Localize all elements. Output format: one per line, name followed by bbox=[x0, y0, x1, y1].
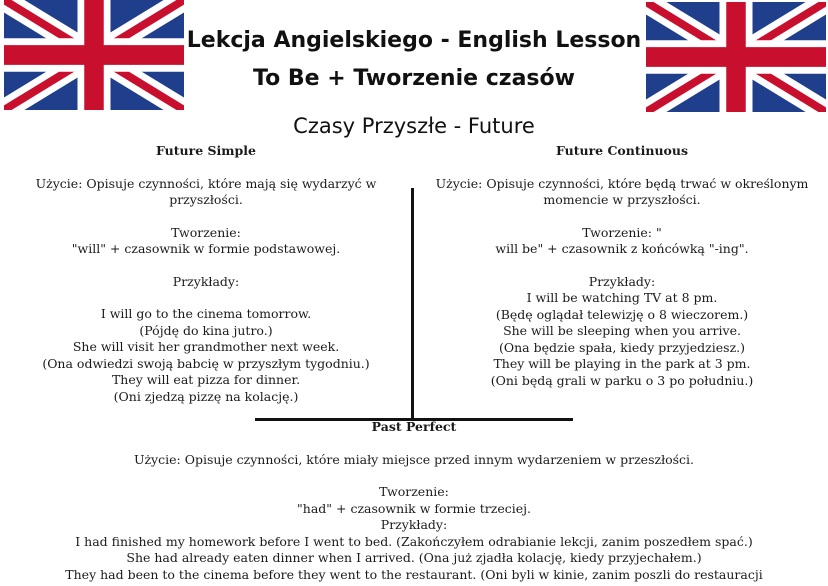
lesson-title: Lekcja Angielskiego - English Lesson bbox=[186, 28, 642, 53]
usage-line: momencie w przyszłości. bbox=[543, 192, 701, 207]
example-line: They will eat pizza for dinner. bbox=[111, 372, 301, 387]
formation-text: "will" + czasownik w formie podstawowej. bbox=[71, 241, 341, 256]
past-perfect-heading: Past Perfect bbox=[371, 419, 457, 434]
column-divider bbox=[411, 188, 414, 420]
example-line: (Będę oglądał telewizję o 8 wieczorem.) bbox=[495, 306, 749, 322]
usage-line: Użycie: Opisuje czynności, które mają się wydarzyć w bbox=[35, 175, 377, 191]
uk-flag-left bbox=[4, 0, 184, 110]
usage-line: Użycie: Opisuje czynności, które będą trwać w określonym bbox=[435, 175, 809, 191]
formation-label: Tworzenie: " bbox=[582, 224, 662, 240]
examples-label: Przykłady: bbox=[380, 517, 448, 532]
example-line: (Ona odwiedzi swoją babcię w przyszłym tygodniu.) bbox=[42, 355, 370, 371]
examples-label: Przykłady: bbox=[172, 273, 240, 289]
uk-flag-right bbox=[646, 2, 826, 112]
lesson-subtitle: To Be + Tworzenie czasów bbox=[253, 66, 575, 91]
past-perfect-section bbox=[0, 419, 828, 583]
example-line: I will be watching TV at 8 pm. bbox=[526, 290, 718, 305]
examples-label: Przykłady: bbox=[588, 273, 656, 289]
usage-line: przyszłości. bbox=[169, 192, 243, 207]
example-line: I had finished my homework before I went to bed. (Zakończyłem odrabianie lekcji, zanim poszedłem spać.) bbox=[75, 533, 753, 549]
section-heading: Czasy Przyszłe - Future bbox=[293, 114, 535, 138]
example-line: She will visit her grandmother next week. bbox=[72, 339, 340, 354]
example-line: (Oni zjedzą pizzę na kolację.) bbox=[113, 388, 299, 404]
example-line: She will be sleeping when you arrive. bbox=[503, 323, 741, 338]
future-continuous-heading: Future Continuous bbox=[555, 143, 689, 158]
usage-line: Użycie: Opisuje czynności, które miały miejsce przed innym wydarzeniem w przeszłości. bbox=[133, 451, 695, 467]
example-line: (Ona będzie spała, kiedy przyjedziesz.) bbox=[498, 339, 745, 355]
formation-text: "had" + czasownik w formie trzeciej. bbox=[297, 500, 531, 516]
example-line: (Oni będą grali w parku o 3 po południu.) bbox=[490, 372, 754, 388]
example-line: I will go to the cinema tomorrow. bbox=[100, 306, 312, 321]
formation-label: Tworzenie: bbox=[171, 224, 241, 240]
example-line: She had already eaten dinner when I arrived. (Ona już zjadła kolację, kiedy przyjechałem.) bbox=[126, 550, 702, 565]
future-continuous-column bbox=[420, 143, 824, 389]
formation-text: will be" + czasownik z końcówką "-ing". bbox=[495, 241, 749, 256]
formation-label: Tworzenie: bbox=[379, 484, 449, 499]
example-line: They will be playing in the park at 3 pm. bbox=[493, 356, 751, 371]
future-simple-column bbox=[0, 143, 412, 405]
example-line: (Pójdę do kina jutro.) bbox=[139, 322, 273, 338]
future-simple-heading: Future Simple bbox=[156, 143, 256, 158]
example-line: They had been to the cinema before they went to the restaurant. (Oni byli w kinie, zanim poszli do restauracji bbox=[65, 566, 763, 582]
